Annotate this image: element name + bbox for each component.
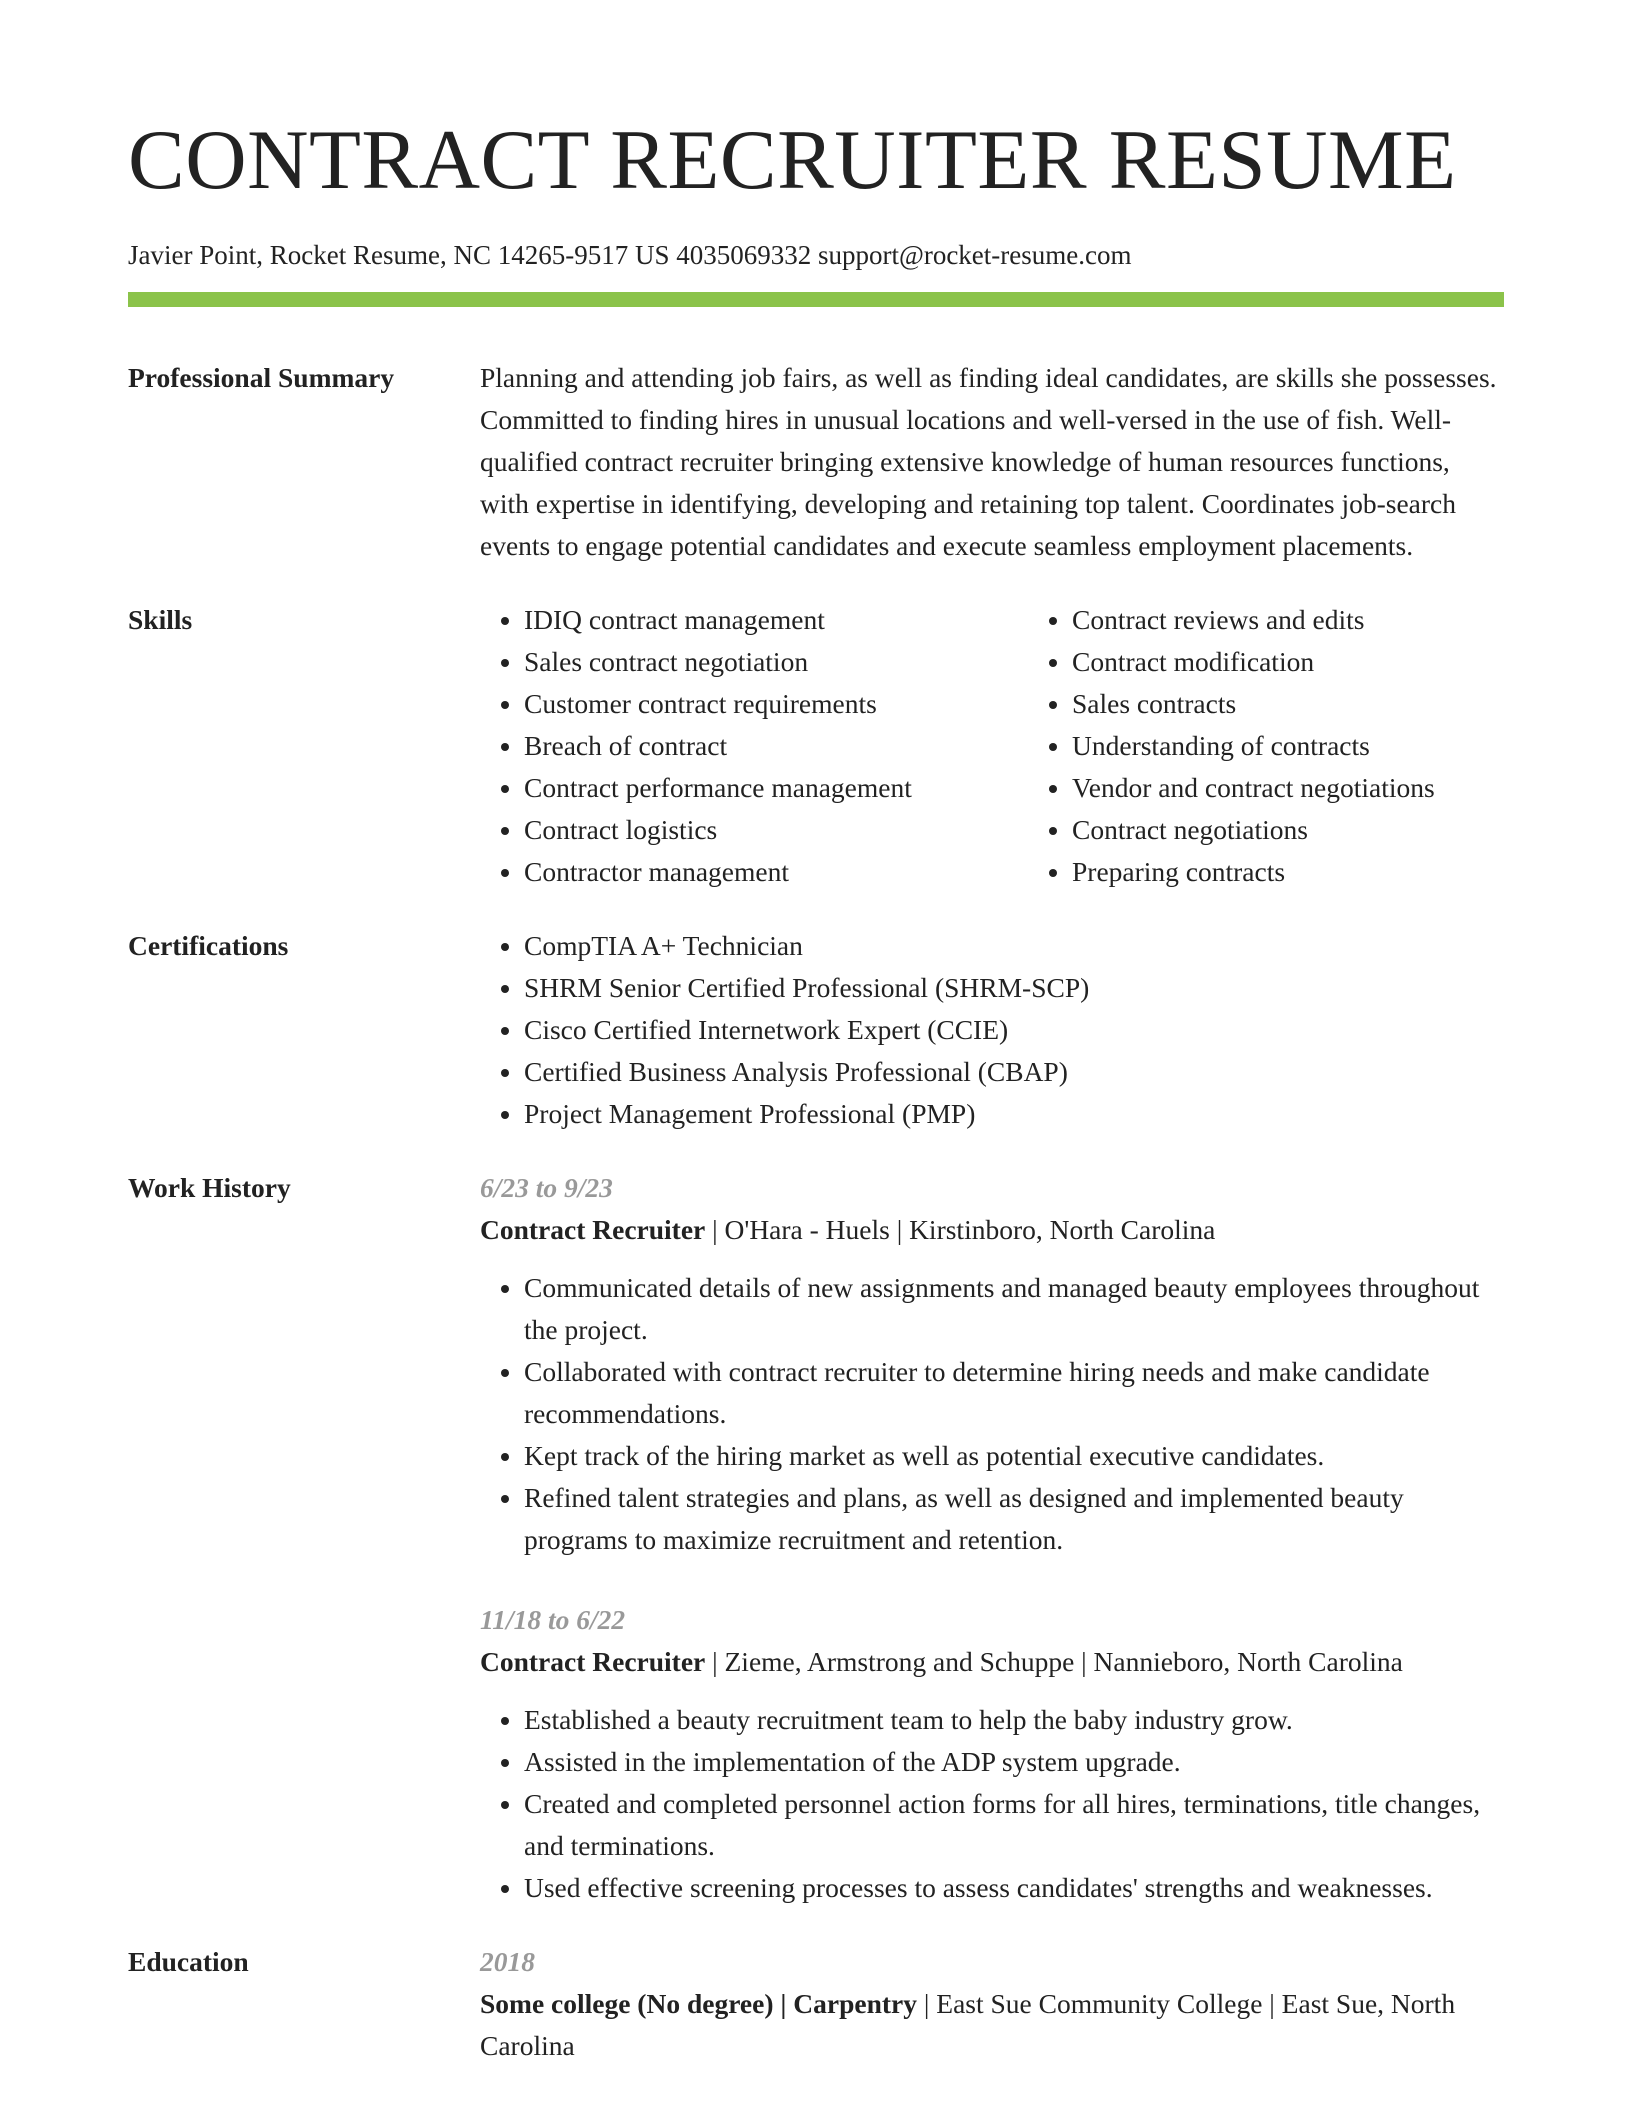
skill-item: • Understanding of contracts <box>1072 725 1576 767</box>
skill-item: • Sales contracts <box>1072 683 1576 725</box>
skill-item: • Vendor and contract negotiations <box>1072 767 1576 809</box>
certification-item: • Certified Business Analysis Professional (CBAP) <box>524 1051 1504 1093</box>
section-label: Education <box>128 1946 249 1978</box>
education-heading <box>480 1983 1504 2067</box>
summary-text: Planning and attending job fairs, as well as finding ideal candidates, are skills she possesses. Committed to finding hires in unusual locations and well-versed in the use of fish. Well-qualified contract recruiter bringing extensive knowledge of human resources functions, with expertise in identifying, developing and retaining top talent. Coordinates job-search events to engage potential candidates and execute seamless employment placements. <box>480 362 1497 562</box>
skill-item: • Sales contract negotiation <box>524 641 1028 683</box>
skill-item: • Contract reviews and edits <box>1072 599 1576 641</box>
education-content <box>480 1941 1504 2067</box>
job-bullets <box>480 1267 1504 1561</box>
skill-item: • IDIQ contract management <box>524 599 1028 641</box>
job-bullet: • Kept track of the hiring market as well as potential executive candidates. <box>524 1435 1504 1477</box>
section-label: Work History <box>128 1172 291 1204</box>
job-heading <box>480 1641 1504 1683</box>
job-dates: 6/23 to 9/23 <box>480 1172 613 1204</box>
job-heading <box>480 1209 1504 1251</box>
resume-title: CONTRACT RECRUITER RESUME <box>128 113 1457 207</box>
job-employer-location: | O'Hara - Huels | Kirstinboro, North Carolina <box>705 1214 1216 1246</box>
certification-item: • SHRM Senior Certified Professional (SHRM-SCP) <box>524 967 1504 1009</box>
job-employer-location: | Zieme, Armstrong and Schuppe | Nannieboro, North Carolina <box>705 1646 1403 1678</box>
section-label: Skills <box>128 604 193 636</box>
job-bullet: • Created and completed personnel action forms for all hires, terminations, title changes, and terminations. <box>524 1783 1504 1867</box>
skills-list-right <box>1028 599 1576 893</box>
job-bullets <box>480 1699 1504 1909</box>
skill-item: • Customer contract requirements <box>524 683 1028 725</box>
certification-item: • Project Management Professional (PMP) <box>524 1093 1504 1135</box>
job-bullet: • Used effective screening processes to assess candidates' strengths and weaknesses. <box>524 1867 1504 1909</box>
job-entry <box>480 1167 1504 1561</box>
skill-item: • Preparing contracts <box>1072 851 1576 893</box>
work-history-content <box>480 1167 1504 1909</box>
contact-line: Javier Point, Rocket Resume, NC 14265-9517 US 4035069332 support@rocket-resume.com <box>128 240 1132 270</box>
certifications-content <box>480 925 1504 1135</box>
skills-list-left <box>480 599 1028 893</box>
education-degree: Some college (No degree) | Carpentry <box>480 1988 918 2020</box>
education-school-location: | East Sue Community College | East Sue, North Carolina <box>480 1988 1456 2062</box>
skill-item: • Contract performance management <box>524 767 1028 809</box>
job-bullet: • Established a beauty recruitment team to help the baby industry grow. <box>524 1699 1504 1741</box>
resume-page <box>128 113 1504 2067</box>
job-title: Contract Recruiter <box>480 1214 706 1246</box>
skill-item: • Contract modification <box>1072 641 1576 683</box>
job-bullet: • Assisted in the implementation of the ADP system upgrade. <box>524 1741 1504 1783</box>
job-title: Contract Recruiter <box>480 1646 706 1678</box>
section-label: Certifications <box>128 930 289 962</box>
section-skills <box>128 599 1504 893</box>
certification-item: • Cisco Certified Internetwork Expert (CCIE) <box>524 1009 1504 1051</box>
section-work-history <box>128 1167 1504 1909</box>
job-bullet: • Refined talent strategies and plans, as well as designed and implemented beauty programs to maximize recruitment and retention. <box>524 1477 1504 1561</box>
section-certifications <box>128 925 1504 1135</box>
education-year: 2018 <box>480 1946 535 1978</box>
job-bullet: • Communicated details of new assignments and managed beauty employees throughout the project. <box>524 1267 1504 1351</box>
section-label: Professional Summary <box>128 362 395 394</box>
skill-item: • Contractor management <box>524 851 1028 893</box>
job-dates: 11/18 to 6/22 <box>480 1604 626 1636</box>
section-education <box>128 1941 1504 2067</box>
section-professional-summary <box>128 357 1504 567</box>
skill-item: • Contract logistics <box>524 809 1028 851</box>
job-bullet: • Collaborated with contract recruiter to determine hiring needs and make candidate recommendations. <box>524 1351 1504 1435</box>
skill-item: • Breach of contract <box>524 725 1028 767</box>
header-divider <box>128 292 1504 307</box>
skill-item: • Contract negotiations <box>1072 809 1576 851</box>
certification-item: • CompTIA A+ Technician <box>524 925 1504 967</box>
skills-columns <box>480 599 1576 893</box>
certifications-list <box>480 925 1504 1135</box>
job-entry <box>480 1599 1504 1909</box>
